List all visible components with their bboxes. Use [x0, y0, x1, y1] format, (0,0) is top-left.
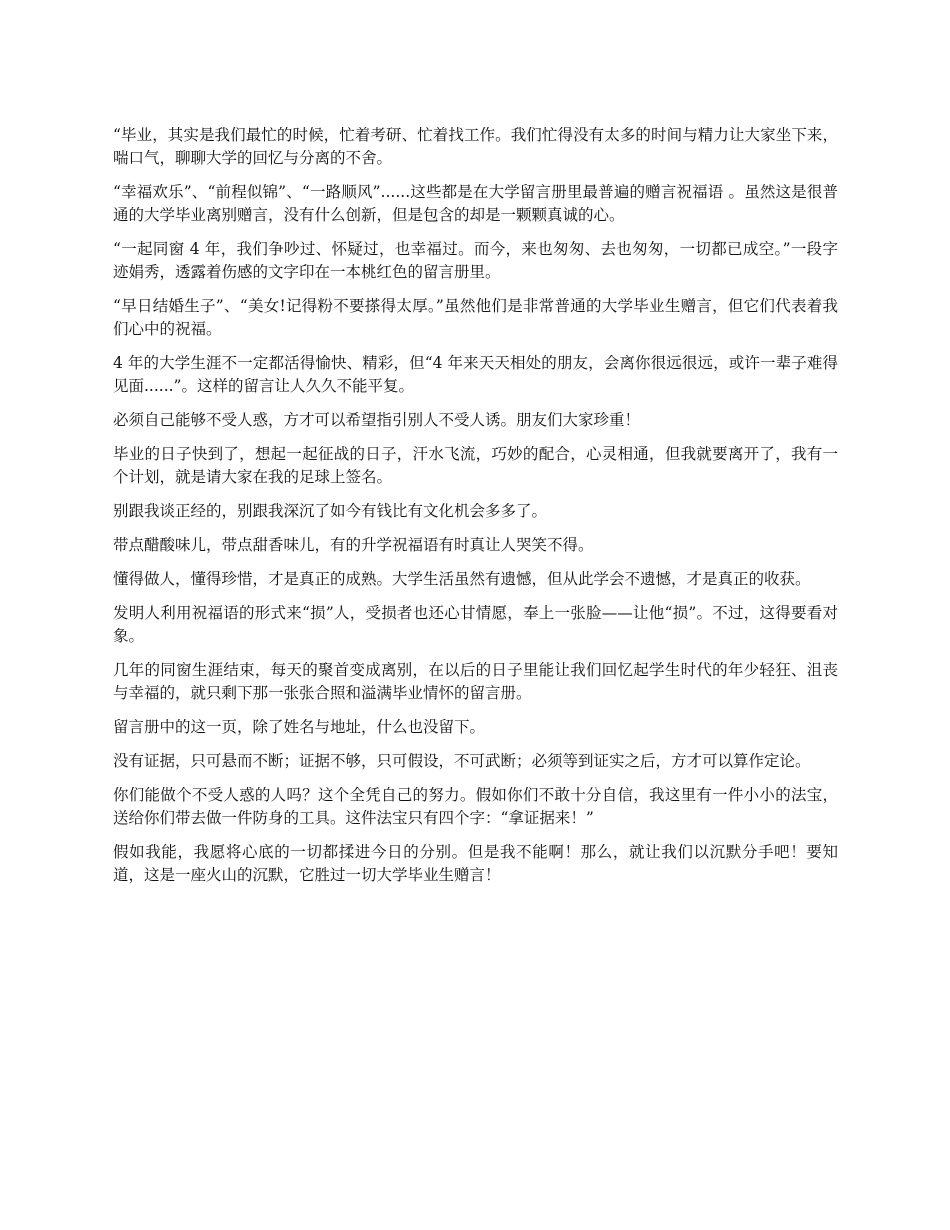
- paragraph-10: 懂得做人，懂得珍惜，才是真正的成熟。大学生活虽然有遗憾，但从此学会不遗憾，才是真正的收获。: [113, 570, 811, 588]
- paragraph-1: “毕业，其实是我们最忙的时候，忙着考研、忙着找工作。我们忙得没有太多的时间与精力让大家坐下来，喘口气，聊聊大学的回忆与分离的不舍。: [113, 126, 838, 167]
- document-page: [113, 124, 838, 898]
- paragraph-13: 留言册中的这一页，除了姓名与地址，什么也没留下。: [113, 718, 486, 736]
- paragraph-14: 没有证据，只可悬而不断；证据不够，只可假设，不可武断；必须等到证实之后，方才可以算作定论。: [113, 752, 811, 770]
- paragraph-6: 必须自己能够不受人惑，方才可以希望指引别人不受人诱。朋友们大家珍重！: [113, 411, 641, 429]
- paragraph-16: 假如我能，我愿将心底的一切都揉进今日的分别。但是我不能啊！那么，就让我们以沉默分手吧！要知道，这是一座火山的沉默，它胜过一切大学毕业生赠言！: [113, 843, 838, 884]
- paragraph-11: 发明人利用祝福语的形式来“损”人，受损者也还心甘情愿，奉上一张脸——让他“损”。不过，这得要看对象。: [113, 604, 838, 645]
- paragraph-3: “一起同窗 4 年，我们争吵过、怀疑过，也幸福过。而今，来也匆匆、去也匆匆，一切都已成空。”一段字迹娟秀，透露着伤感的文字印在一本桃红色的留言册里。: [113, 240, 838, 281]
- paragraph-7: 毕业的日子快到了，想起一起征战的日子，汗水飞流，巧妙的配合，心灵相通，但我就要离开了，我有一个计划，就是请大家在我的足球上签名。: [113, 445, 838, 486]
- paragraph-4: “早日结婚生子”、“美女!记得粉不要搽得太厚。”虽然他们是非常普通的大学毕业生赠言，但它们代表着我们心中的祝福。: [113, 297, 838, 338]
- paragraph-15: 你们能做个不受人惑的人吗？这个全凭自己的努力。假如你们不敢十分自信，我这里有一件小小的法宝，送给你们带去做一件防身的工具。这件法宝只有四个字：“拿证据来！”: [113, 786, 838, 827]
- paragraph-9: 带点醋酸味儿，带点甜香味儿，有的升学祝福语有时真让人哭笑不得。: [113, 536, 594, 554]
- paragraph-2: “幸福欢乐”、“前程似锦”、“一路顺风”......这些都是在大学留言册里最普遍的赠言祝福语 。虽然这是很普通的大学毕业离别赠言，没有什么创新，但是包含的却是一颗颗真诚的心。: [113, 183, 838, 224]
- paragraph-8: 别跟我谈正经的，别跟我深沉了如今有钱比有文化机会多多了。: [113, 502, 548, 520]
- paragraph-12: 几年的同窗生涯结束，每天的聚首变成离别，在以后的日子里能让我们回忆起学生时代的年少轻狂、沮丧与幸福的，就只剩下那一张张合照和溢满毕业情怀的留言册。: [113, 661, 838, 702]
- paragraph-5: 4 年的大学生涯不一定都活得愉快、精彩，但“4 年来天天相处的朋友，会离你很远很远，或许一辈子难得见面......”。这样的留言让人久久不能平复。: [113, 354, 838, 395]
